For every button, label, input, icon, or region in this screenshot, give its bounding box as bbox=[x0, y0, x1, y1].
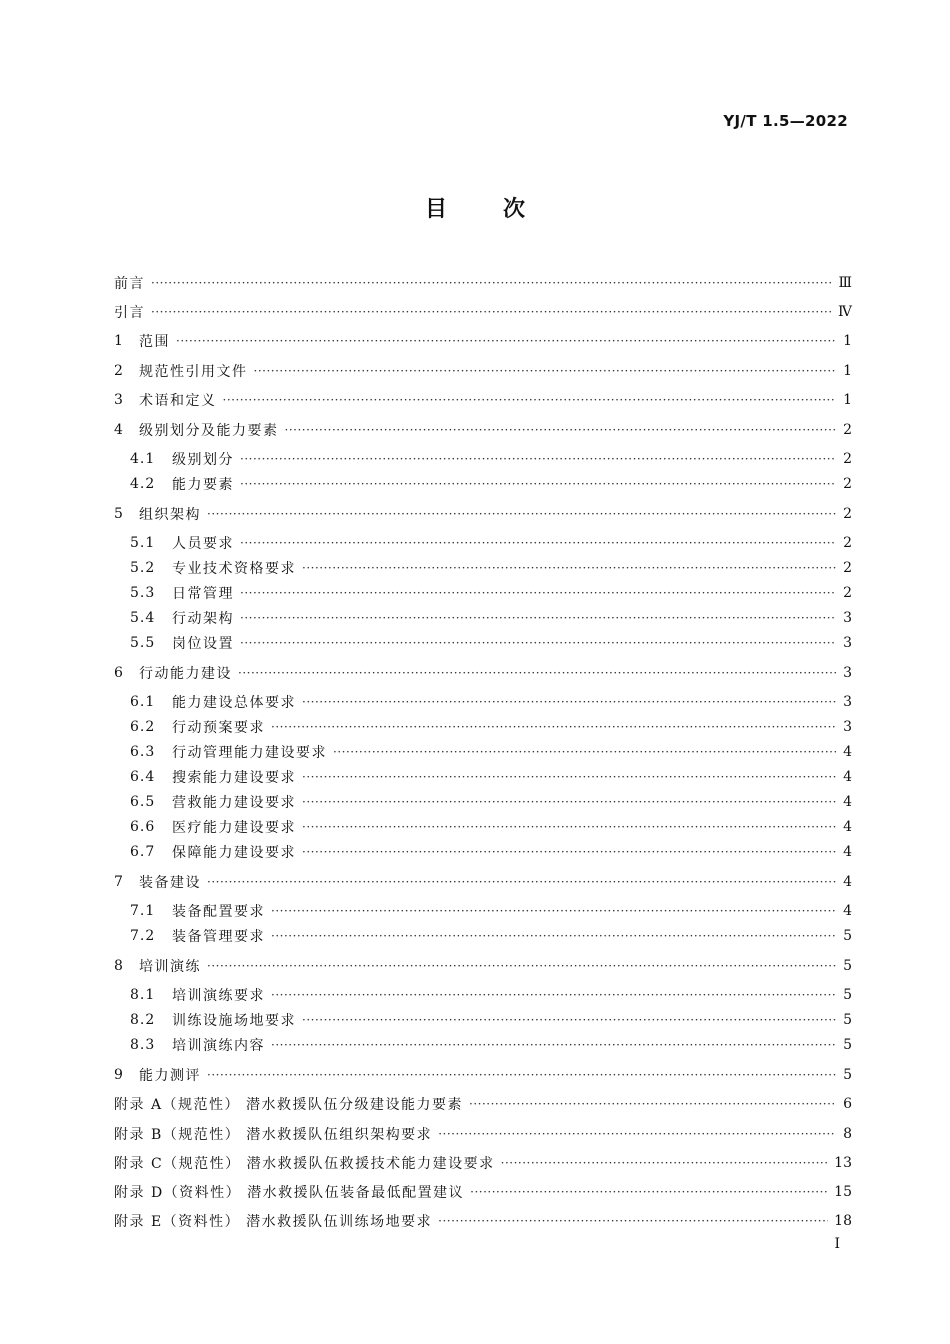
toc-entry[interactable] bbox=[114, 1150, 852, 1176]
toc-entry-page: 13 bbox=[834, 1155, 852, 1171]
toc-entry[interactable] bbox=[114, 982, 852, 1008]
toc-entry-page: 4 bbox=[843, 874, 852, 890]
toc-entry-page: 6 bbox=[843, 1096, 852, 1112]
toc-entry-label: 行动能力建设 bbox=[139, 666, 232, 682]
toc-entry-number: 9 bbox=[114, 1067, 123, 1083]
toc-entry-page: 1 bbox=[843, 333, 852, 349]
toc-entry-page: 5 bbox=[843, 1012, 852, 1028]
toc-leader-dots bbox=[469, 1097, 836, 1111]
toc-entry[interactable] bbox=[114, 580, 852, 606]
toc-entry-label: 装备管理要求 bbox=[172, 929, 265, 945]
toc-leader-dots bbox=[271, 929, 836, 943]
toc-entry-label: 专业技术资格要求 bbox=[172, 561, 296, 577]
toc-entry-label: 附录 B（规范性） 潜水救援队伍组织架构要求 bbox=[114, 1127, 433, 1143]
toc-leader-dots bbox=[285, 423, 837, 437]
toc-entry[interactable] bbox=[114, 714, 852, 740]
toc-leader-dots bbox=[501, 1156, 829, 1170]
toc-entry-label: 组织架构 bbox=[139, 507, 201, 523]
toc-leader-dots bbox=[240, 611, 836, 625]
toc-entry-page: 2 bbox=[843, 422, 852, 438]
toc-entry[interactable] bbox=[114, 358, 852, 384]
toc-leader-dots bbox=[271, 988, 836, 1002]
toc-entry[interactable] bbox=[114, 689, 852, 715]
toc-entry-number: 6.6 bbox=[130, 819, 156, 835]
toc-entry-number: 6.2 bbox=[130, 719, 156, 735]
toc-entry-label: 附录 E（资料性） 潜水救援队伍训练场地要求 bbox=[114, 1214, 433, 1230]
toc-entry-page: Ⅳ bbox=[838, 304, 852, 320]
toc-entry[interactable] bbox=[114, 1032, 852, 1058]
toc-entry-label: 培训演练要求 bbox=[172, 988, 265, 1004]
toc-entry-number: 5.1 bbox=[130, 535, 156, 551]
toc-entry-label: 附录 D（资料性） 潜水救援队伍装备最低配置建议 bbox=[114, 1185, 465, 1201]
toc-leader-dots bbox=[302, 770, 836, 784]
toc-entry-label: 引言 bbox=[114, 305, 145, 321]
toc-entry-number: 6.1 bbox=[130, 694, 156, 710]
toc-entry-number: 7.2 bbox=[130, 928, 156, 944]
toc-entry[interactable] bbox=[114, 471, 852, 497]
toc-entry-number: 8 bbox=[114, 958, 123, 974]
toc-entry[interactable] bbox=[114, 270, 852, 296]
toc-entry-label: 保障能力建设要求 bbox=[172, 845, 296, 861]
toc-entry[interactable] bbox=[114, 1091, 852, 1117]
toc-entry-number: 7 bbox=[114, 874, 123, 890]
toc-leader-dots bbox=[302, 561, 836, 575]
toc-entry[interactable] bbox=[114, 555, 852, 581]
toc-entry-number: 4.1 bbox=[130, 451, 156, 467]
toc-entry-number: 6.7 bbox=[130, 844, 156, 860]
toc-entry[interactable] bbox=[114, 630, 852, 656]
toc-entry-page: Ⅲ bbox=[838, 275, 852, 291]
toc-entry-page: 4 bbox=[843, 903, 852, 919]
toc-entry-page: 18 bbox=[834, 1213, 852, 1229]
toc-leader-dots bbox=[271, 1038, 836, 1052]
toc-entry-label: 行动预案要求 bbox=[172, 720, 265, 736]
toc-entry-number: 6 bbox=[114, 665, 123, 681]
toc-entry-page: 2 bbox=[843, 585, 852, 601]
toc-leader-dots bbox=[302, 1013, 836, 1027]
toc-entry-page: 5 bbox=[843, 928, 852, 944]
toc-entry-label: 搜索能力建设要求 bbox=[172, 770, 296, 786]
toc-entry[interactable] bbox=[114, 501, 852, 527]
toc-entry-label: 培训演练内容 bbox=[172, 1038, 265, 1054]
toc-leader-dots bbox=[302, 845, 836, 859]
toc-entry[interactable] bbox=[114, 530, 852, 556]
toc-entry-number: 1 bbox=[114, 333, 123, 349]
toc-entry-label: 范围 bbox=[139, 334, 170, 350]
toc-leader-dots bbox=[240, 586, 836, 600]
toc-leader-dots bbox=[470, 1185, 828, 1199]
toc-leader-dots bbox=[240, 477, 836, 491]
toc-entry-page: 3 bbox=[843, 665, 852, 681]
toc-entry[interactable] bbox=[114, 387, 852, 413]
toc-entry-number: 3 bbox=[114, 392, 123, 408]
toc-entry[interactable] bbox=[114, 328, 852, 354]
toc-entry-number: 4.2 bbox=[130, 476, 156, 492]
toc-entry-label: 装备配置要求 bbox=[172, 904, 265, 920]
toc-entry-label: 能力测评 bbox=[139, 1068, 201, 1084]
toc-leader-dots bbox=[302, 820, 836, 834]
toc-entry-number: 5.2 bbox=[130, 560, 156, 576]
toc-entry-number: 8.2 bbox=[130, 1012, 156, 1028]
toc-entry[interactable] bbox=[114, 839, 852, 865]
toc-entry[interactable] bbox=[114, 764, 852, 790]
toc-leader-dots bbox=[151, 276, 832, 290]
toc-entry-number: 6.5 bbox=[130, 794, 156, 810]
page-title: 目次 bbox=[424, 197, 581, 222]
toc-entry-label: 营救能力建设要求 bbox=[172, 795, 296, 811]
standard-code: YJ/T 1.5—2022 bbox=[723, 112, 848, 130]
toc-leader-dots bbox=[271, 904, 836, 918]
toc-leader-dots bbox=[438, 1127, 836, 1141]
toc-entry-page: 5 bbox=[843, 958, 852, 974]
toc-entry-label: 能力要素 bbox=[172, 477, 234, 493]
toc-entry-page: 5 bbox=[843, 1037, 852, 1053]
toc-entry-number: 8.1 bbox=[130, 987, 156, 1003]
toc-entry-label: 培训演练 bbox=[139, 959, 201, 975]
toc-entry-number: 5.4 bbox=[130, 610, 156, 626]
toc-leader-dots bbox=[240, 636, 836, 650]
toc-entry-label: 附录 C（规范性） 潜水救援队伍救援技术能力建设要求 bbox=[114, 1156, 495, 1172]
toc-entry-page: 5 bbox=[843, 987, 852, 1003]
toc-entry[interactable] bbox=[114, 923, 852, 949]
page-number: I bbox=[834, 1236, 840, 1252]
toc-entry-page: 1 bbox=[843, 363, 852, 379]
toc-leader-dots bbox=[302, 695, 836, 709]
toc-leader-dots bbox=[438, 1214, 828, 1228]
toc-entry-label: 装备建设 bbox=[139, 875, 201, 891]
toc-entry-page: 3 bbox=[843, 635, 852, 651]
toc-entry-number: 6.3 bbox=[130, 744, 156, 760]
toc-entry[interactable] bbox=[114, 1179, 852, 1205]
toc-entry-page: 4 bbox=[843, 769, 852, 785]
toc-entry[interactable] bbox=[114, 605, 852, 631]
toc-entry-number: 5.5 bbox=[130, 635, 156, 651]
toc-entry-number: 5 bbox=[114, 506, 123, 522]
toc-leader-dots bbox=[151, 305, 832, 319]
toc-entry[interactable] bbox=[114, 1121, 852, 1147]
toc-entry-page: 8 bbox=[843, 1126, 852, 1142]
toc-leader-dots bbox=[302, 795, 836, 809]
toc-entry[interactable] bbox=[114, 446, 852, 472]
toc-entry-label: 能力建设总体要求 bbox=[172, 695, 296, 711]
toc-leader-dots bbox=[176, 334, 836, 348]
toc-entry-number: 7.1 bbox=[130, 903, 156, 919]
toc-entry[interactable] bbox=[114, 789, 852, 815]
toc-entry-page: 3 bbox=[843, 719, 852, 735]
toc-entry-label: 日常管理 bbox=[172, 586, 234, 602]
toc-entry-page: 3 bbox=[843, 694, 852, 710]
toc-entry-label: 级别划分 bbox=[172, 452, 234, 468]
toc-leader-dots bbox=[207, 1068, 836, 1082]
toc-entry-label: 前言 bbox=[114, 276, 145, 292]
toc-leader-dots bbox=[207, 959, 836, 973]
toc-leader-dots bbox=[240, 536, 836, 550]
toc-entry[interactable] bbox=[114, 869, 852, 895]
toc-entry-page: 2 bbox=[843, 535, 852, 551]
toc-entry-label: 人员要求 bbox=[172, 536, 234, 552]
toc-entry-page: 2 bbox=[843, 451, 852, 467]
toc-entry[interactable] bbox=[114, 299, 852, 325]
toc-entry[interactable] bbox=[114, 814, 852, 840]
toc-entry-label: 行动架构 bbox=[172, 611, 234, 627]
toc-entry-label: 附录 A（规范性） 潜水救援队伍分级建设能力要素 bbox=[114, 1097, 464, 1113]
toc-entry-number: 2 bbox=[114, 363, 123, 379]
toc-leader-dots bbox=[333, 745, 836, 759]
toc-entry[interactable] bbox=[114, 898, 852, 924]
toc-entry[interactable] bbox=[114, 953, 852, 979]
toc-entry[interactable] bbox=[114, 1007, 852, 1033]
toc-leader-dots bbox=[240, 452, 836, 466]
toc-entry[interactable] bbox=[114, 1062, 852, 1088]
toc-entry[interactable] bbox=[114, 660, 852, 686]
toc-entry-page: 5 bbox=[843, 1067, 852, 1083]
toc-entry-number: 8.3 bbox=[130, 1037, 156, 1053]
toc-entry-page: 2 bbox=[843, 476, 852, 492]
toc-entry-label: 行动管理能力建设要求 bbox=[172, 745, 327, 761]
toc-entry-page: 4 bbox=[843, 819, 852, 835]
toc-entry[interactable] bbox=[114, 1208, 852, 1234]
toc-leader-dots bbox=[207, 875, 836, 889]
toc-entry[interactable] bbox=[114, 739, 852, 765]
toc-entry-page: 2 bbox=[843, 506, 852, 522]
toc-entry-number: 4 bbox=[114, 422, 123, 438]
toc-entry-page: 3 bbox=[843, 610, 852, 626]
toc-entry-label: 规范性引用文件 bbox=[139, 364, 248, 380]
toc-entry-page: 1 bbox=[843, 392, 852, 408]
toc-leader-dots bbox=[207, 507, 836, 521]
toc-leader-dots bbox=[223, 393, 837, 407]
toc-entry-label: 级别划分及能力要素 bbox=[139, 423, 279, 439]
toc-entry-label: 岗位设置 bbox=[172, 636, 234, 652]
toc-leader-dots bbox=[238, 666, 836, 680]
toc-entry-number: 5.3 bbox=[130, 585, 156, 601]
toc-entry-number: 6.4 bbox=[130, 769, 156, 785]
toc-entry-page: 15 bbox=[834, 1184, 852, 1200]
toc-entry-label: 训练设施场地要求 bbox=[172, 1013, 296, 1029]
toc-entry-page: 4 bbox=[843, 744, 852, 760]
toc-entry-page: 2 bbox=[843, 560, 852, 576]
toc-leader-dots bbox=[271, 720, 836, 734]
toc-entry-page: 4 bbox=[843, 794, 852, 810]
toc-entry[interactable] bbox=[114, 417, 852, 443]
toc-entry-label: 医疗能力建设要求 bbox=[172, 820, 296, 836]
toc-leader-dots bbox=[254, 364, 837, 378]
toc-entry-label: 术语和定义 bbox=[139, 393, 217, 409]
toc-entry-page: 4 bbox=[843, 844, 852, 860]
